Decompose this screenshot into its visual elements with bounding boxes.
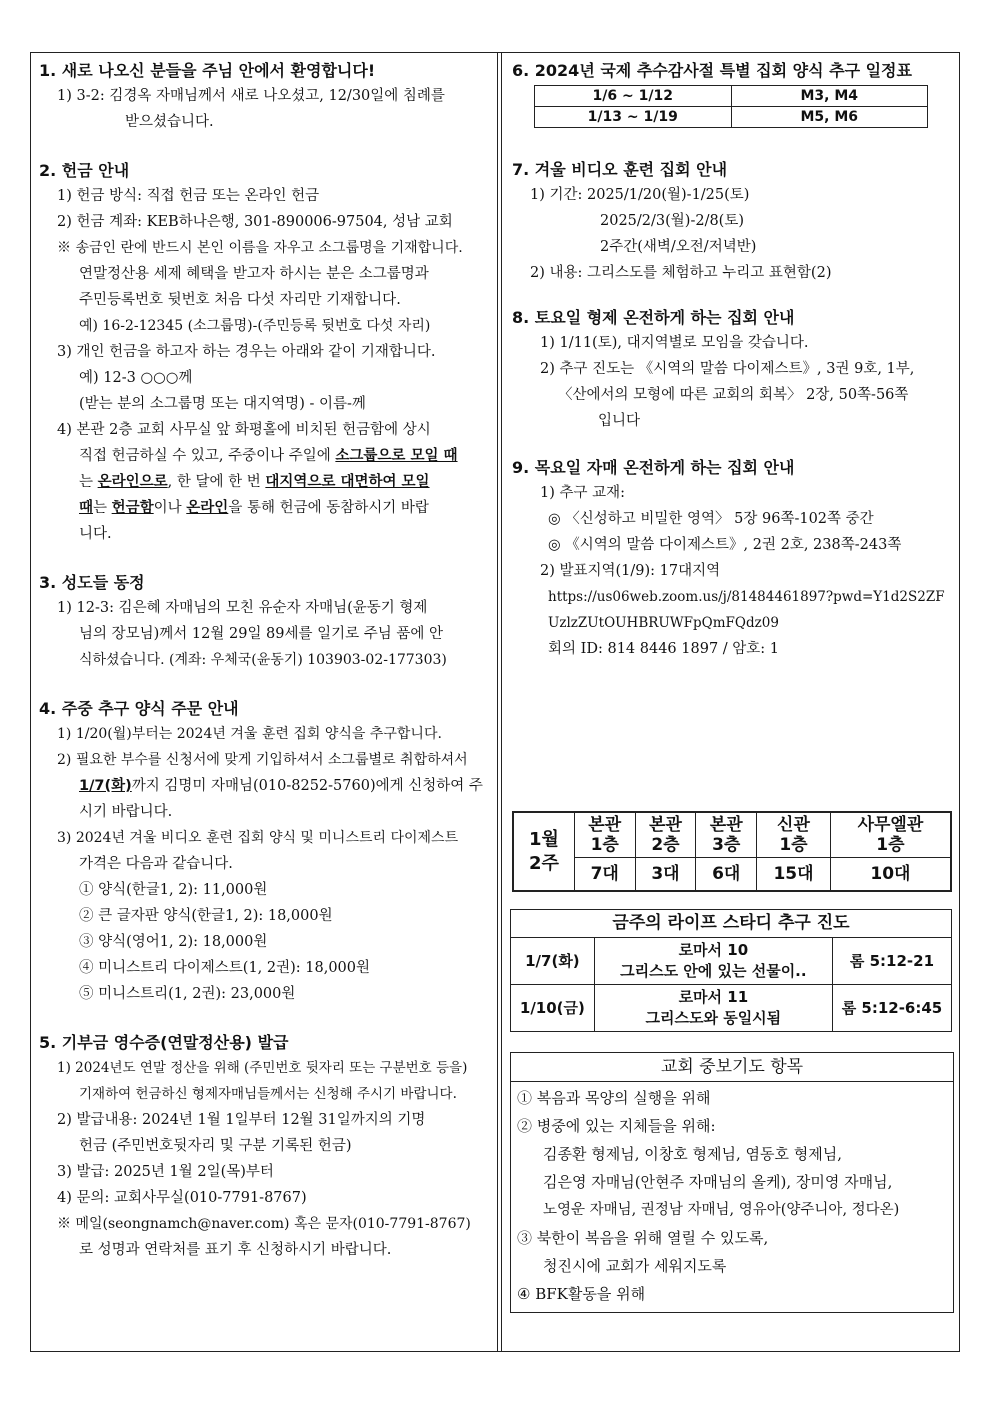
value-cell: 7대 — [574, 858, 635, 892]
text-line: 2) 발표지역(1/9): 17대지역 — [540, 563, 721, 579]
text-line: 2) 헌금 계좌: KEB하나은행, 301-890006-97504, 성남 교회 — [57, 214, 453, 230]
range-cell: 롬 5:12-6:45 — [832, 985, 951, 1032]
emphasis: 1/7(화) — [79, 778, 132, 794]
text-line: 3) 발급: 2025년 1월 2일(목)부터 — [57, 1164, 274, 1180]
text-line: 1) 12-3: 김은혜 자매님의 모친 유순자 자매님(윤동기 형제 — [57, 600, 428, 616]
life-study-table — [510, 909, 952, 1032]
prayer-item: ③ 북한이 복음을 위해 열릴 수 있도록, — [517, 1229, 769, 1247]
emphasis: 때 — [79, 500, 94, 516]
text-line: 직접 헌금하실 수 있고, 주중이나 주일에 소그룹으로 모일 때 — [79, 448, 458, 464]
text-line: ◎ 《시역의 말씀 다이제스트》, 2권 2호, 238쪽-243쪽 — [548, 537, 902, 553]
attendance-table — [512, 811, 952, 892]
section-8-title: 8. 토요일 형제 온전하게 하는 집회 안내 — [512, 308, 795, 327]
section-6-title: 6. 2024년 국제 추수감사절 특별 집회 양식 추구 일정표 — [512, 61, 912, 80]
table-row — [511, 910, 952, 938]
price-item: ① 양식(한글1, 2): 11,000원 — [79, 882, 268, 898]
prayer-item: ① 복음과 목양의 실행을 위해 — [517, 1089, 711, 1107]
text-line: 예) 16-2-12345 (소그룹명)-(주민등록 뒷번호 다섯 자리) — [79, 318, 431, 334]
text-line: 1/7(화)까지 김명미 자매님(010-8252-5760)에게 신청하여 주 — [79, 778, 483, 794]
text-line: 1) 기간: 2025/1/20(월)-1/25(토) — [530, 187, 750, 203]
section-7-title: 7. 겨울 비디오 훈련 집회 안내 — [512, 160, 728, 179]
text-line: 로 성명과 연락처를 표기 후 신청하시기 바랍니다. — [79, 1242, 392, 1258]
emphasis: 소그룹으로 모일 때 — [335, 448, 458, 464]
message-cell: M3, M4 — [731, 86, 928, 107]
meeting-id: 회의 ID: 814 8446 1897 / 암호: 1 — [548, 641, 780, 657]
schedule-table — [534, 85, 928, 128]
zoom-link-cont[interactable]: UzlzZUtOUHBRUWFpQmFQdz09 — [548, 615, 779, 631]
emphasis: 온라인 — [186, 500, 229, 516]
range-cell: 롬 5:12-21 — [832, 938, 951, 985]
emphasis: 대지역으로 대면하여 모일 — [265, 474, 430, 490]
text-line: 님의 장모님)께서 12월 29일 89세를 일기로 주님 품에 안 — [79, 626, 444, 642]
section-3-title: 3. 성도들 동정 — [39, 573, 145, 592]
text-line: 2주간(새벽/오전/저녁반) — [600, 239, 757, 255]
text-line: 2025/2/3(월)-2/8(토) — [600, 213, 744, 229]
prayer-item: 김은영 자매님(안현주 자매님의 올케), 장미영 자매님, — [543, 1173, 893, 1191]
value-cell: 10대 — [830, 858, 951, 892]
period-cell: 1/6 ~ 1/12 — [535, 86, 732, 107]
prayer-title: 교회 중보기도 항목 — [511, 1053, 953, 1082]
section-2-title: 2. 헌금 안내 — [39, 161, 130, 180]
text-line: 때는 헌금함이나 온라인을 통해 헌금에 동참하시기 바랍 — [79, 500, 429, 516]
section-4-title: 4. 주중 추구 양식 주문 안내 — [39, 699, 239, 718]
text-line: 주민등록번호 뒷번호 처음 다섯 자리만 기재합니다. — [79, 292, 401, 308]
text-line: 1) 1/11(토), 대지역별로 모임을 갖습니다. — [540, 335, 809, 351]
text-line: 3) 개인 헌금을 하고자 하는 경우는 아래와 같이 기재합니다. — [57, 344, 436, 360]
text-line: 2) 발급내용: 2024년 1월 1일부터 12월 31일까지의 기명 — [57, 1112, 426, 1128]
prayer-box — [510, 1052, 954, 1313]
section-5-title: 5. 기부금 영수증(연말정산용) 발급 — [39, 1033, 289, 1052]
table-row — [535, 107, 928, 128]
text-line: ※ 송금인 란에 반드시 본인 이름을 자우고 소그룹명을 기재합니다. — [57, 240, 463, 256]
text-line: 기재하여 헌금하신 형제자매님들께서는 신청해 주시기 바랍니다. — [79, 1086, 457, 1102]
week-cell: 1월 2주 — [513, 812, 574, 891]
prayer-item: 청진시에 교회가 세워지도록 — [543, 1257, 727, 1275]
emphasis: 헌금함 — [111, 500, 154, 516]
text-line: 는 온라인으로, 한 달에 한 번 대지역으로 대면하여 모일 — [79, 474, 430, 490]
table-row — [535, 86, 928, 107]
table-row — [511, 985, 952, 1032]
bulletin-frame — [30, 52, 960, 1352]
text-line: 1) 3-2: 김경옥 자매님께서 새로 나오셨고, 12/30일에 침례를 — [57, 88, 445, 104]
price-item: ④ 미니스트리 다이제스트(1, 2권): 18,000원 — [79, 960, 371, 976]
text-line: 2) 내용: 그리스도를 체험하고 누리고 표현함(2) — [530, 265, 832, 281]
table-row — [513, 858, 951, 892]
date-cell: 1/10(금) — [511, 985, 595, 1032]
text-line: 2) 추구 진도는 《시역의 말씀 다이제스트》, 3권 9호, 1부, — [540, 361, 915, 377]
table-row — [513, 812, 951, 858]
text-line: 시기 바랍니다. — [79, 804, 173, 820]
header-cell: 본관 3층 — [696, 812, 757, 858]
text-line: ※ 메일(seongnamch@naver.com) 혹은 문자(010-7791-8767) — [57, 1216, 471, 1232]
left-column — [31, 53, 497, 1263]
life-study-title: 금주의 라이프 스타디 추구 진도 — [511, 910, 952, 938]
emphasis: 온라인으로 — [97, 474, 168, 490]
text-line: 예) 12-3 ○○○께 — [79, 370, 193, 386]
text-line: 4) 문의: 교회사무실(010-7791-8767) — [57, 1190, 307, 1206]
text-line: 받으셨습니다. — [125, 114, 214, 130]
header-cell: 본관 1층 — [574, 812, 635, 858]
text-line: 3) 2024년 겨울 비디오 훈련 집회 양식 및 미니스트리 다이제스트 — [57, 830, 459, 846]
header-cell: 본관 2층 — [635, 812, 696, 858]
text-line: 니다. — [79, 526, 112, 542]
prayer-item: ② 병중에 있는 지체들을 위해: — [517, 1117, 716, 1135]
price-item: ⑤ 미니스트리(1, 2권): 23,000원 — [79, 986, 296, 1002]
column-divider — [497, 53, 498, 1351]
message-cell: 로마서 11 그리스도와 동일시됨 — [594, 985, 832, 1032]
table-row — [511, 938, 952, 985]
period-cell: 1/13 ~ 1/19 — [535, 107, 732, 128]
text-line: 연말정산용 세제 혜택을 받고자 하시는 분은 소그룹명과 — [79, 266, 429, 282]
date-cell: 1/7(화) — [511, 938, 595, 985]
header-cell: 신관 1층 — [757, 812, 831, 858]
text-line: (받는 분의 소그룹명 또는 대지역명) - 이름-께 — [79, 396, 366, 412]
text-line: ◎ 〈신성하고 비밀한 영역〉 5장 96쪽-102쪽 중간 — [548, 511, 874, 527]
right-column — [502, 53, 961, 1303]
text-line: 식하셨습니다. (계좌: 우체국(윤동기) 103903-02-177303) — [79, 652, 447, 668]
text-line: 〈산에서의 모형에 따른 교회의 회복〉 2장, 50쪽-56쪽 — [558, 387, 909, 403]
prayer-item: 노영운 자매님, 권정남 자매님, 영유아(양주니아, 정다온) — [543, 1202, 900, 1218]
value-cell: 6대 — [696, 858, 757, 892]
text-line: 1) 헌금 방식: 직접 헌금 또는 온라인 헌금 — [57, 188, 320, 204]
price-item: ③ 양식(영어1, 2): 18,000원 — [79, 934, 268, 950]
value-cell: 3대 — [635, 858, 696, 892]
zoom-link[interactable]: https://us06web.zoom.us/j/81484461897?pwd=Y1d2S2ZF — [548, 589, 945, 605]
message-cell: M5, M6 — [731, 107, 928, 128]
header-cell: 사무엘관 1층 — [830, 812, 951, 858]
text-line: 1) 2024년도 연말 정산을 위해 (주민번호 뒷자리 또는 구분번호 등을) — [57, 1060, 468, 1076]
text-line: 1) 1/20(월)부터는 2024년 겨울 훈련 집회 양식을 추구합니다. — [57, 726, 442, 742]
text-line: 헌금 (주민번호뒷자리 및 구분 기록된 헌금) — [79, 1138, 352, 1154]
text-line: 2) 필요한 부수를 신청서에 맞게 기입하셔서 소그룹별로 취합하셔서 — [57, 752, 468, 768]
message-cell: 로마서 10 그리스도 안에 있는 선물이.. — [594, 938, 832, 985]
text-line: 가격은 다음과 같습니다. — [79, 856, 233, 872]
text-line: 1) 추구 교재: — [540, 485, 626, 501]
prayer-item: 김종환 형제님, 이창호 형제님, 염동호 형제님, — [543, 1145, 842, 1163]
section-1-title: 1. 새로 나오신 분들을 주님 안에서 환영합니다! — [39, 61, 376, 80]
value-cell: 15대 — [757, 858, 831, 892]
text-line: 4) 본관 2층 교회 사무실 앞 화평홀에 비치된 헌금함에 상시 — [57, 422, 431, 438]
section-9-title: 9. 목요일 자매 온전하게 하는 집회 안내 — [512, 458, 795, 477]
text-line: 입니다 — [598, 413, 641, 429]
price-item: ② 큰 글자판 양식(한글1, 2): 18,000원 — [79, 908, 333, 924]
prayer-item: ④ BFK활동을 위해 — [517, 1285, 646, 1303]
